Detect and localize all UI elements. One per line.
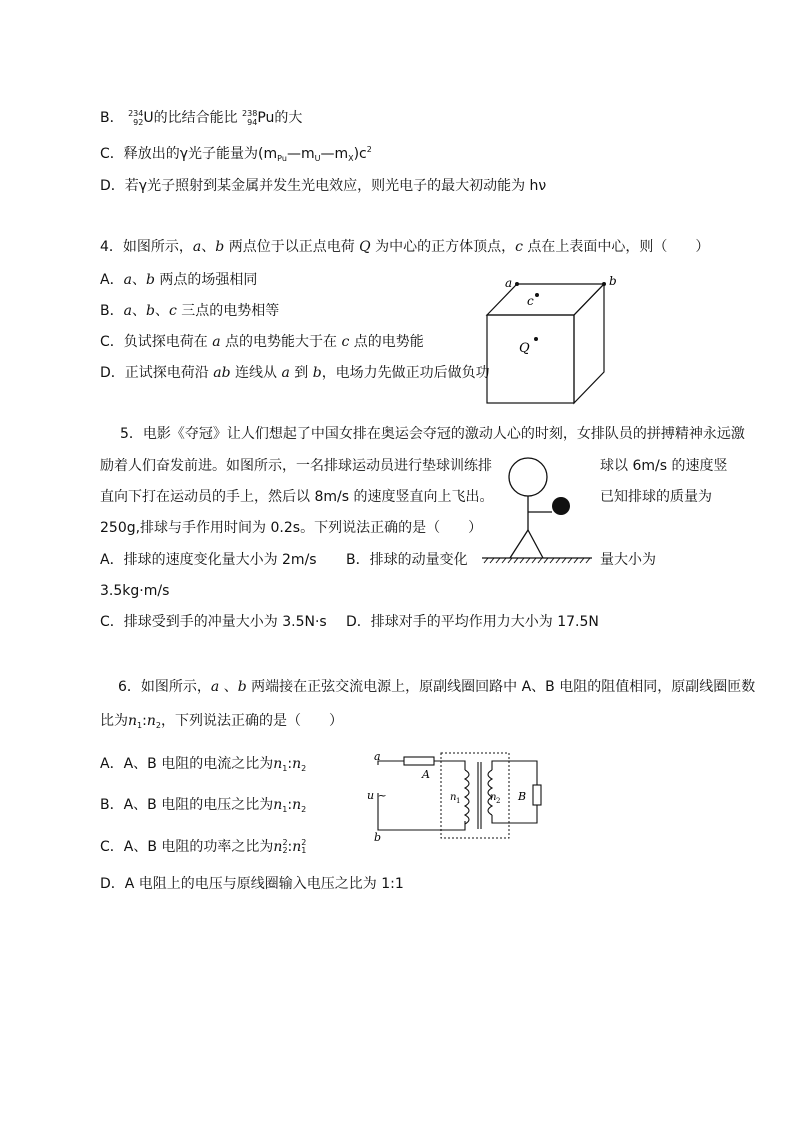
var-a: a	[281, 365, 290, 381]
q5-line-2a: 励着人们奋发前进。如图所示，一名排球运动员进行垫球训练排	[100, 458, 492, 474]
player-right-leg	[528, 530, 543, 558]
var-b: b	[237, 679, 247, 695]
label-n2-sub: 2	[496, 797, 501, 805]
option-text: 三点的电势相等	[176, 303, 280, 319]
pu-nuclide-numbers	[242, 109, 257, 127]
resistor-b	[533, 785, 541, 805]
q5-option-c: C．排球受到手的冲量大小为 3.5N·s	[100, 614, 327, 630]
ratio-colon: :	[142, 713, 147, 729]
option-text: —m	[320, 146, 349, 162]
option-text: 、	[131, 303, 146, 319]
u-mass-number: 234	[128, 109, 144, 118]
label-q: Q	[519, 341, 530, 356]
var-n1: n	[292, 839, 302, 855]
var-a: a	[212, 334, 221, 350]
label-n1-sub: 1	[456, 797, 461, 805]
option-text: C．负试探电荷在	[100, 334, 213, 350]
q6-stem-line-2	[100, 712, 343, 732]
option-text: 、	[131, 272, 146, 288]
cube-front-face	[487, 315, 574, 403]
option-text: D．正试探电荷沿	[100, 365, 214, 381]
label-b: b	[374, 831, 382, 843]
q5-line-3a: 直向下打在运动员的手上，然后以 8m/s 的速度竖直向上飞出。	[100, 489, 494, 505]
u-symbol: U	[143, 110, 154, 126]
sup-sub-pair	[301, 839, 306, 855]
subscript-pu: Pu	[277, 154, 287, 163]
stem-text: 、	[219, 679, 238, 695]
option-text: 的大	[274, 110, 303, 126]
pu-mass-number: 238	[242, 109, 258, 118]
q4-option-b	[100, 302, 279, 320]
subscript-2: 2	[155, 721, 161, 730]
u-nuclide-numbers	[128, 109, 143, 127]
var-a: a	[192, 239, 202, 255]
point-a	[515, 282, 519, 286]
q5-option-a: A．排球的速度变化量大小为 2m/s	[100, 552, 317, 568]
label-c: c	[527, 294, 534, 308]
player-left-leg	[510, 530, 528, 558]
volleyball	[552, 497, 570, 515]
subscript-1: 1	[282, 764, 288, 773]
q5-line-4: 250g,排球与手作用时间为 0.2s。下列说法正确的是（ ）	[100, 520, 483, 536]
ground-hatching	[484, 558, 590, 563]
label-b: b	[609, 274, 617, 288]
var-a: a	[123, 303, 132, 319]
stem-text: 6．如图所示，	[118, 679, 211, 695]
option-text: ，电场力先做正功后做负功	[321, 365, 490, 381]
superscript-2: 2	[282, 838, 288, 847]
secondary-wire-bottom	[492, 805, 537, 823]
var-c: c	[515, 239, 523, 255]
q4-option-c	[100, 333, 424, 351]
var-b: b	[145, 272, 155, 288]
option-text: 点的电势能大于在	[220, 334, 342, 350]
pu-charge-number: 94	[247, 118, 258, 127]
option-text: A．	[100, 272, 124, 288]
q6-stem-line-1	[118, 678, 755, 696]
point-b	[602, 282, 606, 286]
q5-line-3b: 已知排球的质量为	[600, 489, 712, 505]
option-text: C．释放出的γ光子能量为(m	[100, 146, 278, 162]
stem-text: ，下列说法正确的是（ ）	[160, 713, 343, 729]
resistor-a	[404, 757, 434, 765]
option-text: —m	[286, 146, 315, 162]
stem-text: 两端接在正弦交流电源上，原副线圈回路中 A、B 电阻的阻值相同，原副线圈匝数	[246, 679, 756, 695]
q6-option-b	[100, 796, 306, 816]
stem-text: 、	[201, 239, 216, 255]
transformer-circuit-figure	[362, 748, 552, 843]
q3-option-d: D．若γ光子照射到某金属并发生光电效应，则光电子的最大初动能为 hν	[100, 178, 547, 194]
q5-option-d: D．排球对手的平均作用力大小为 17.5N	[346, 614, 599, 630]
stem-text: 两点位于以正点电荷	[224, 239, 360, 255]
var-c: c	[168, 303, 177, 319]
volleyball-player-figure	[476, 455, 596, 567]
var-b: b	[145, 303, 155, 319]
point-c	[535, 293, 539, 297]
subscript-u: U	[314, 154, 321, 163]
wire-top-right	[434, 761, 465, 770]
primary-coil	[465, 770, 469, 824]
subscript-1: 1	[137, 721, 143, 730]
var-n2: n	[292, 797, 302, 813]
superscript-2: 2	[366, 145, 372, 154]
q5-option-b-part3: 3.5kg·m/s	[100, 583, 170, 599]
var-a: a	[123, 272, 132, 288]
q4-stem	[100, 238, 709, 256]
q3-option-c	[100, 145, 372, 165]
pu-symbol: Pu	[257, 110, 275, 126]
ratio-colon: :	[287, 797, 293, 813]
option-text: 点的电势能	[349, 334, 424, 350]
subscript-2: 2	[301, 805, 307, 814]
label-resistor-b: B	[518, 790, 527, 803]
label-u-source: u ~	[367, 789, 387, 802]
ratio-colon: :	[287, 756, 293, 772]
label-resistor-a: A	[422, 768, 430, 781]
q6-option-c	[100, 838, 306, 856]
stem-text: 比为	[100, 713, 128, 729]
subscript-2: 2	[301, 764, 307, 773]
option-text: C．A、B 电阻的功率之比为	[100, 839, 274, 855]
stem-text: 4．如图所示，	[100, 239, 193, 255]
q5-option-b-part2: 量大小为	[600, 552, 656, 568]
secondary-wire-top	[492, 761, 537, 785]
option-text: B．A、B 电阻的电压之比为	[100, 797, 274, 813]
var-n2: n	[146, 713, 156, 729]
q4-option-d	[100, 364, 490, 382]
q5-line-1: 5．电影《夺冠》让人们想起了中国女排在奥运会夺冠的激动人心的时刻，女排队员的拼搏精神永远激	[120, 426, 745, 442]
option-text: 连线从	[230, 365, 282, 381]
cube-figure	[478, 270, 628, 410]
label-n1: n	[450, 792, 457, 803]
label-n2: n	[490, 792, 497, 803]
cube-side-face	[574, 284, 604, 403]
var-n1: n	[128, 713, 138, 729]
q4-option-a	[100, 271, 257, 289]
superscript-2: 2	[301, 838, 307, 847]
option-text: 、	[154, 303, 169, 319]
n2-squared	[273, 838, 287, 856]
option-text: 的比结合能比	[153, 110, 238, 126]
var-n1: n	[273, 756, 283, 772]
q6-option-a	[100, 755, 306, 775]
var-b: b	[312, 365, 322, 381]
option-text: 到	[289, 365, 313, 381]
var-n2: n	[273, 839, 283, 855]
option-text: 两点的场强相同	[154, 272, 258, 288]
subscript-1: 1	[282, 805, 288, 814]
option-text: B．	[100, 303, 124, 319]
var-q: Q	[359, 239, 371, 255]
label-a: a	[374, 750, 381, 763]
option-text: A．A、B 电阻的电流之比为	[100, 756, 274, 772]
q6-option-d: D．A 电阻上的电压与原线圈输入电压之比为 1:1	[100, 876, 404, 892]
subscript-1: 1	[301, 846, 307, 855]
wire-top-left	[378, 761, 404, 765]
label-a: a	[505, 276, 513, 290]
stem-text: 点在上表面中心，则（ ）	[522, 239, 710, 255]
var-n2: n	[292, 756, 302, 772]
n1-squared	[292, 838, 306, 856]
var-ab: ab	[213, 365, 231, 381]
var-c: c	[341, 334, 350, 350]
point-q	[534, 337, 538, 341]
ratio-colon: :	[287, 839, 293, 855]
subscript-2: 2	[282, 846, 288, 855]
sup-sub-pair	[282, 839, 287, 855]
option-prefix: B．	[100, 110, 124, 126]
var-n1: n	[273, 797, 283, 813]
option-text: )c	[353, 146, 367, 162]
player-head	[509, 458, 547, 496]
stem-text: 为中心的正方体顶点，	[370, 239, 516, 255]
q3-option-b	[100, 109, 302, 127]
u-charge-number: 92	[133, 118, 144, 127]
q5-line-2b: 球以 6m/s 的速度竖	[600, 458, 728, 474]
subscript-x: X	[348, 154, 354, 163]
var-b: b	[215, 239, 225, 255]
var-a: a	[210, 679, 220, 695]
q5-option-b-part1: B．排球的动量变化	[346, 552, 468, 568]
